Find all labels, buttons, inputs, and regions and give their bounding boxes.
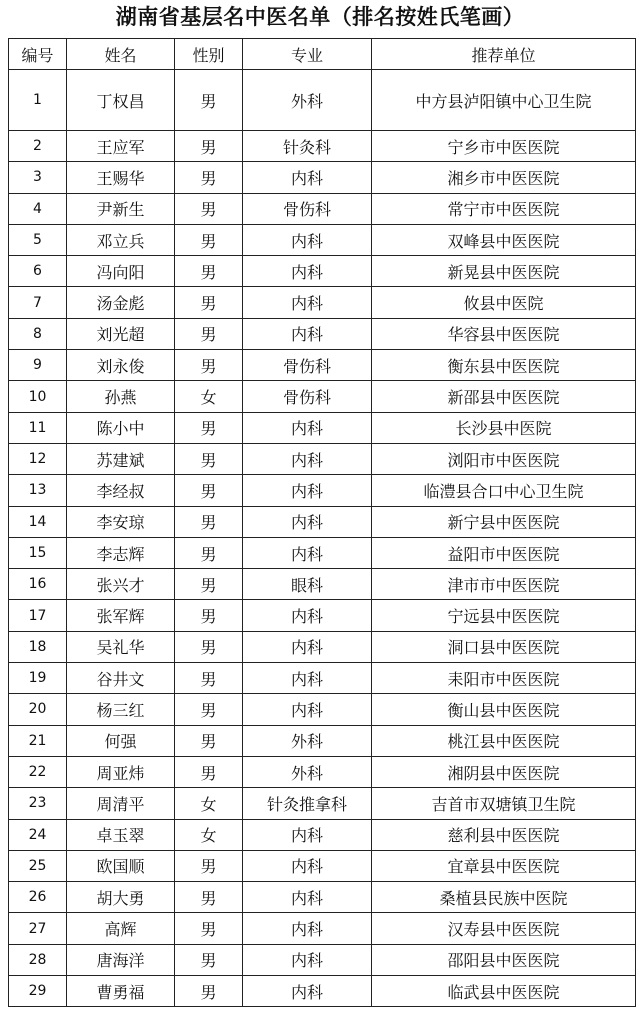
cell-specialty: 内科 <box>243 631 372 662</box>
cell-unit: 洞口县中医医院 <box>372 631 636 662</box>
table-row <box>9 725 636 756</box>
cell-number: 18 <box>9 631 67 662</box>
cell-specialty: 内科 <box>243 694 372 725</box>
cell-gender: 女 <box>175 788 243 819</box>
cell-name: 邓立兵 <box>67 224 175 255</box>
table-row <box>9 193 636 224</box>
cell-unit: 新宁县中医医院 <box>372 506 636 537</box>
table-row <box>9 131 636 162</box>
cell-gender: 男 <box>175 224 243 255</box>
cell-gender: 女 <box>175 381 243 412</box>
cell-specialty: 骨伤科 <box>243 381 372 412</box>
table-row <box>9 537 636 568</box>
cell-gender: 男 <box>175 756 243 787</box>
cell-gender: 男 <box>175 162 243 193</box>
cell-number: 2 <box>9 131 67 162</box>
cell-gender: 男 <box>175 70 243 131</box>
cell-number: 13 <box>9 475 67 506</box>
cell-specialty: 内科 <box>243 412 372 443</box>
table-row <box>9 412 636 443</box>
cell-number: 7 <box>9 287 67 318</box>
table-row <box>9 162 636 193</box>
cell-name: 周亚炜 <box>67 756 175 787</box>
cell-name: 张兴才 <box>67 569 175 600</box>
cell-number: 9 <box>9 350 67 381</box>
cell-unit: 津市市中医医院 <box>372 569 636 600</box>
page-title: 湖南省基层名中医名单（排名按姓氏笔画） <box>115 5 525 29</box>
cell-name: 张军辉 <box>67 600 175 631</box>
cell-name: 杨三红 <box>67 694 175 725</box>
cell-name: 尹新生 <box>67 193 175 224</box>
cell-number: 3 <box>9 162 67 193</box>
cell-specialty: 外科 <box>243 70 372 131</box>
cell-unit: 慈利县中医医院 <box>372 819 636 850</box>
cell-name: 胡大勇 <box>67 882 175 913</box>
cell-number: 17 <box>9 600 67 631</box>
cell-specialty: 内科 <box>243 600 372 631</box>
cell-unit: 桑植县民族中医院 <box>372 882 636 913</box>
cell-gender: 男 <box>175 193 243 224</box>
column-header-name: 姓名 <box>67 39 175 70</box>
cell-name: 欧国顺 <box>67 850 175 881</box>
cell-unit: 中方县泸阳镇中心卫生院 <box>372 70 636 131</box>
cell-specialty: 内科 <box>243 287 372 318</box>
cell-unit: 汉寿县中医医院 <box>372 913 636 944</box>
cell-specialty: 外科 <box>243 756 372 787</box>
cell-name: 苏建斌 <box>67 443 175 474</box>
cell-unit: 常宁市中医医院 <box>372 193 636 224</box>
cell-specialty: 内科 <box>243 913 372 944</box>
cell-number: 15 <box>9 537 67 568</box>
cell-name: 汤金彪 <box>67 287 175 318</box>
cell-specialty: 内科 <box>243 976 372 1007</box>
cell-specialty: 针灸科 <box>243 131 372 162</box>
table-row <box>9 756 636 787</box>
cell-unit: 攸县中医院 <box>372 287 636 318</box>
table-row <box>9 256 636 287</box>
cell-name: 曹勇福 <box>67 976 175 1007</box>
cell-specialty: 内科 <box>243 318 372 349</box>
cell-name: 王赐华 <box>67 162 175 193</box>
column-header-gender: 性别 <box>175 39 243 70</box>
cell-specialty: 内科 <box>243 944 372 975</box>
cell-number: 29 <box>9 976 67 1007</box>
cell-unit: 双峰县中医医院 <box>372 224 636 255</box>
cell-gender: 男 <box>175 976 243 1007</box>
cell-number: 12 <box>9 443 67 474</box>
cell-number: 16 <box>9 569 67 600</box>
cell-gender: 男 <box>175 287 243 318</box>
table-row <box>9 913 636 944</box>
cell-gender: 男 <box>175 475 243 506</box>
cell-specialty: 眼科 <box>243 569 372 600</box>
table-row <box>9 443 636 474</box>
cell-unit: 长沙县中医院 <box>372 412 636 443</box>
table-row <box>9 944 636 975</box>
cell-name: 李经叔 <box>67 475 175 506</box>
column-header-number: 编号 <box>9 39 67 70</box>
cell-unit: 新晃县中医医院 <box>372 256 636 287</box>
cell-name: 刘光超 <box>67 318 175 349</box>
cell-unit: 衡东县中医医院 <box>372 350 636 381</box>
cell-number: 5 <box>9 224 67 255</box>
cell-name: 李安琼 <box>67 506 175 537</box>
cell-number: 8 <box>9 318 67 349</box>
cell-specialty: 内科 <box>243 475 372 506</box>
table-row <box>9 569 636 600</box>
table-row <box>9 663 636 694</box>
cell-unit: 湘乡市中医医院 <box>372 162 636 193</box>
cell-number: 23 <box>9 788 67 819</box>
cell-name: 冯向阳 <box>67 256 175 287</box>
roster-table <box>8 38 636 1007</box>
cell-specialty: 骨伤科 <box>243 193 372 224</box>
table-row <box>9 882 636 913</box>
cell-name: 王应军 <box>67 131 175 162</box>
cell-specialty: 内科 <box>243 537 372 568</box>
cell-number: 14 <box>9 506 67 537</box>
cell-specialty: 内科 <box>243 162 372 193</box>
cell-gender: 女 <box>175 819 243 850</box>
cell-number: 25 <box>9 850 67 881</box>
cell-specialty: 内科 <box>243 819 372 850</box>
cell-specialty: 内科 <box>243 506 372 537</box>
cell-number: 22 <box>9 756 67 787</box>
cell-name: 周清平 <box>67 788 175 819</box>
cell-number: 1 <box>9 70 67 131</box>
cell-specialty: 内科 <box>243 850 372 881</box>
table-body <box>9 70 636 1007</box>
table-row <box>9 224 636 255</box>
cell-number: 20 <box>9 694 67 725</box>
cell-gender: 男 <box>175 694 243 725</box>
cell-name: 谷井文 <box>67 663 175 694</box>
cell-unit: 宜章县中医医院 <box>372 850 636 881</box>
cell-specialty: 内科 <box>243 882 372 913</box>
cell-unit: 桃江县中医医院 <box>372 725 636 756</box>
cell-specialty: 内科 <box>243 256 372 287</box>
cell-number: 24 <box>9 819 67 850</box>
table-row <box>9 381 636 412</box>
cell-name: 何强 <box>67 725 175 756</box>
cell-specialty: 内科 <box>243 663 372 694</box>
cell-unit: 华容县中医医院 <box>372 318 636 349</box>
table-row <box>9 350 636 381</box>
cell-number: 27 <box>9 913 67 944</box>
cell-gender: 男 <box>175 131 243 162</box>
cell-number: 21 <box>9 725 67 756</box>
cell-gender: 男 <box>175 600 243 631</box>
table-header-row <box>9 39 636 70</box>
cell-unit: 浏阳市中医医院 <box>372 443 636 474</box>
cell-name: 李志辉 <box>67 537 175 568</box>
table-row <box>9 819 636 850</box>
cell-specialty: 针灸推拿科 <box>243 788 372 819</box>
cell-unit: 新邵县中医医院 <box>372 381 636 412</box>
table-row <box>9 318 636 349</box>
cell-unit: 吉首市双塘镇卫生院 <box>372 788 636 819</box>
cell-gender: 男 <box>175 663 243 694</box>
cell-gender: 男 <box>175 506 243 537</box>
cell-number: 6 <box>9 256 67 287</box>
table-row <box>9 976 636 1007</box>
cell-gender: 男 <box>175 631 243 662</box>
table-row <box>9 788 636 819</box>
cell-specialty: 骨伤科 <box>243 350 372 381</box>
cell-gender: 男 <box>175 882 243 913</box>
cell-gender: 男 <box>175 350 243 381</box>
column-header-specialty: 专业 <box>243 39 372 70</box>
cell-number: 11 <box>9 412 67 443</box>
cell-gender: 男 <box>175 725 243 756</box>
cell-number: 19 <box>9 663 67 694</box>
cell-name: 卓玉翠 <box>67 819 175 850</box>
cell-name: 吴礼华 <box>67 631 175 662</box>
cell-specialty: 内科 <box>243 443 372 474</box>
table-row <box>9 850 636 881</box>
cell-unit: 益阳市中医医院 <box>372 537 636 568</box>
table-row <box>9 287 636 318</box>
cell-name: 高辉 <box>67 913 175 944</box>
table-row <box>9 70 636 131</box>
cell-unit: 宁远县中医医院 <box>372 600 636 631</box>
cell-number: 10 <box>9 381 67 412</box>
cell-name: 唐海洋 <box>67 944 175 975</box>
cell-name: 丁权昌 <box>67 70 175 131</box>
cell-name: 陈小中 <box>67 412 175 443</box>
cell-unit: 邵阳县中医医院 <box>372 944 636 975</box>
cell-unit: 临澧县合口中心卫生院 <box>372 475 636 506</box>
cell-unit: 湘阴县中医医院 <box>372 756 636 787</box>
cell-name: 刘永俊 <box>67 350 175 381</box>
cell-unit: 宁乡市中医医院 <box>372 131 636 162</box>
cell-unit: 临武县中医医院 <box>372 976 636 1007</box>
cell-gender: 男 <box>175 944 243 975</box>
cell-gender: 男 <box>175 318 243 349</box>
cell-name: 孙燕 <box>67 381 175 412</box>
cell-number: 28 <box>9 944 67 975</box>
cell-unit: 衡山县中医医院 <box>372 694 636 725</box>
column-header-unit: 推荐单位 <box>372 39 636 70</box>
table-row <box>9 475 636 506</box>
table-row <box>9 631 636 662</box>
cell-number: 4 <box>9 193 67 224</box>
cell-gender: 男 <box>175 850 243 881</box>
cell-gender: 男 <box>175 537 243 568</box>
cell-gender: 男 <box>175 256 243 287</box>
cell-gender: 男 <box>175 443 243 474</box>
cell-gender: 男 <box>175 913 243 944</box>
cell-gender: 男 <box>175 569 243 600</box>
table-row <box>9 506 636 537</box>
cell-number: 26 <box>9 882 67 913</box>
table-row <box>9 694 636 725</box>
cell-gender: 男 <box>175 412 243 443</box>
cell-unit: 耒阳市中医医院 <box>372 663 636 694</box>
table-row <box>9 600 636 631</box>
cell-specialty: 外科 <box>243 725 372 756</box>
cell-specialty: 内科 <box>243 224 372 255</box>
